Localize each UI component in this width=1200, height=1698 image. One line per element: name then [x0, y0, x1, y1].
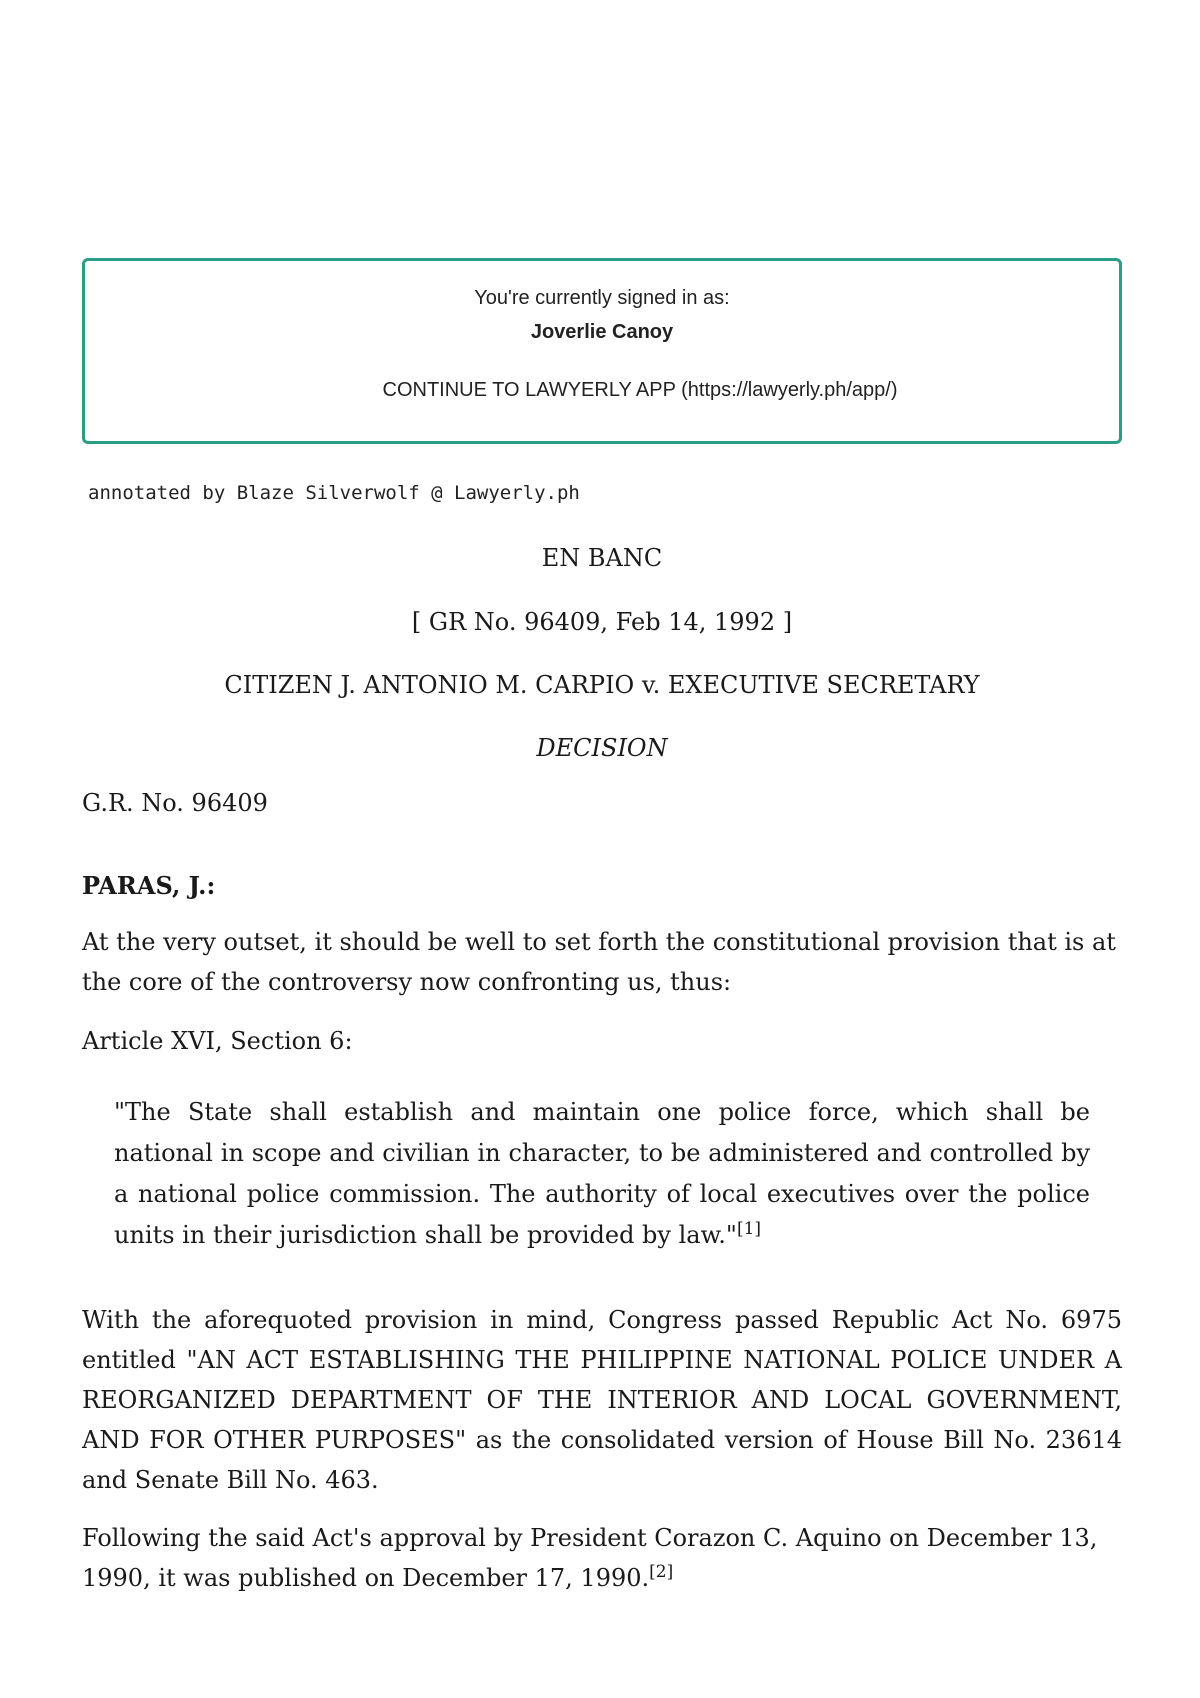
footnote-ref-1[interactable]: [1]	[736, 1219, 762, 1239]
ponente: PARAS, J.:	[82, 871, 216, 900]
signed-in-user: Joverlie Canoy	[530, 321, 674, 343]
court-division: EN BANC	[541, 544, 663, 572]
signin-intro: You're currently signed in as:	[474, 287, 730, 309]
footnote-ref-2[interactable]: [2]	[649, 1562, 674, 1582]
paragraph-3	[82, 1518, 1122, 1598]
document-type: DECISION	[536, 734, 668, 762]
gr-number: G.R. No. 96409	[82, 789, 268, 817]
paragraph-1: At the very outset, it should be well to set forth the constitutional provision that is at the core of the controversy now confronting us, thus:	[82, 928, 1116, 996]
article-reference: Article XVI, Section 6:	[82, 1027, 353, 1055]
continue-to-app-link[interactable]: CONTINUE TO LAWYERLY APP (https://lawyerly.ph/app/)	[382, 379, 898, 401]
annotator-credit: annotated by Blaze Silverwolf @ Lawyerly.ph	[88, 482, 580, 504]
constitutional-quote	[114, 1092, 1090, 1256]
case-reference: [ GR No. 96409, Feb 14, 1992 ]	[411, 608, 793, 636]
paragraph-3-text: Following the said Act's approval by President Corazon C. Aquino on December 13, 1990, it was published on December 17, 1990.	[82, 1524, 1098, 1592]
continue-link-row	[161, 379, 1119, 402]
case-title: CITIZEN J. ANTONIO M. CARPIO v. EXECUTIVE SECRETARY	[224, 671, 980, 699]
signin-banner	[82, 258, 1122, 444]
paragraph-2: With the aforequoted provision in mind, Congress passed Republic Act No. 6975 entitled "AN ACT ESTABLISHING THE PHILIPPINE NATIONAL POLICE UNDER A REORGANIZED DEPARTMENT OF THE INTERIOR AND LOCAL GOVERNMENT, AND FOR OTHER PURPOSES" as the consolidated version of House Bill No. 23614 and Senate Bill No. 463.	[82, 1306, 1122, 1494]
quote-text: "The State shall establish and maintain one police force, which shall be national in scope and civilian in character, to be administered and controlled by a national police commission. The authority of local executives over the police units in their jurisdiction shall be provided by law."	[114, 1098, 1090, 1249]
